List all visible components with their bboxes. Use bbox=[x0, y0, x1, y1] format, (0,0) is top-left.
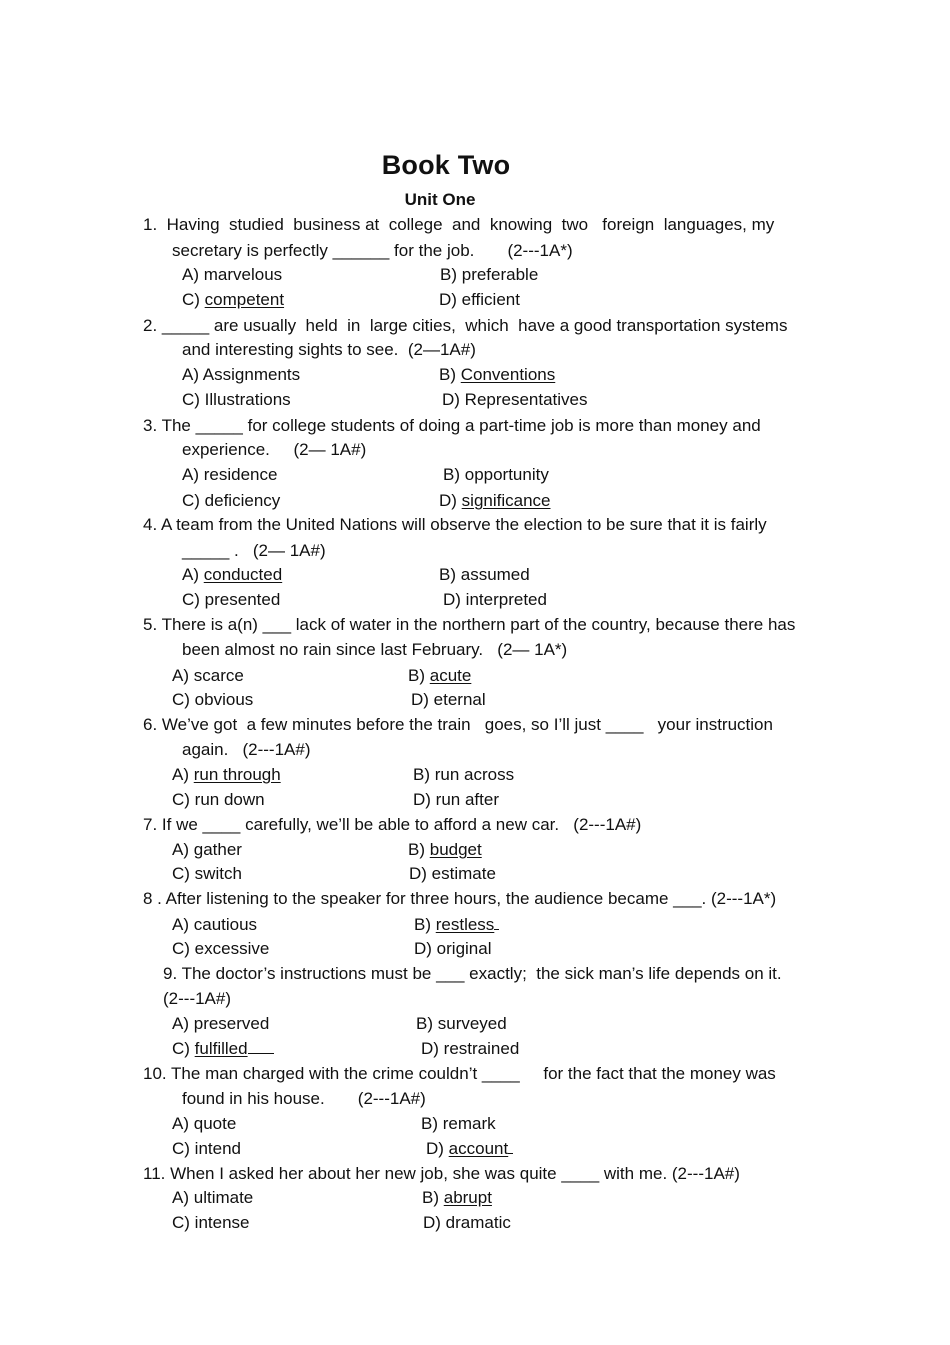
question-10-option-b: B) remark bbox=[421, 1114, 496, 1133]
question-8-option-b: B) restless bbox=[414, 915, 499, 935]
answer-mark: acute bbox=[429, 666, 472, 685]
question-10-option-c: C) intend bbox=[172, 1139, 241, 1158]
question-1-option-c: C) competent bbox=[182, 290, 285, 309]
answer-mark: run through bbox=[193, 765, 281, 784]
question-4-stem-cont: _____ . (2— 1A#) bbox=[182, 541, 326, 560]
unit-title: Unit One bbox=[404, 190, 476, 209]
answer-mark: budget bbox=[429, 840, 482, 859]
question-8-stem: 8 . After listening to the speaker for three hours, the audience became ___. (2---1A*) bbox=[143, 889, 777, 908]
question-6-option-b: B) run across bbox=[413, 765, 515, 784]
question-7-option-d: D) estimate bbox=[409, 864, 496, 883]
question-6-stem: 6. We’ve got a few minutes before the train goes, so I’ll just ____ your instruction bbox=[143, 715, 773, 734]
question-3-option-a: A) residence bbox=[182, 465, 278, 484]
question-9-option-d: D) restrained bbox=[421, 1039, 520, 1058]
question-2-option-c: C) Illustrations bbox=[182, 390, 291, 409]
question-8-option-d: D) original bbox=[414, 939, 492, 958]
answer-mark: restless bbox=[435, 915, 495, 934]
question-1-option-d: D) efficient bbox=[439, 290, 520, 309]
answer-mark: abrupt bbox=[443, 1188, 492, 1207]
question-7-option-a: A) gather bbox=[172, 840, 242, 859]
question-3-option-d: D) significance bbox=[439, 491, 551, 510]
question-9-option-c: C) fulfilled bbox=[172, 1039, 274, 1059]
question-10-stem: 10. The man charged with the crime couldn’t ____ for the fact that the money was bbox=[143, 1064, 776, 1083]
question-10-stem-cont: found in his house. (2---1A#) bbox=[182, 1089, 426, 1108]
question-2-stem: 2. _____ are usually held in large cities, which have a good transportation systems bbox=[143, 316, 788, 335]
question-5-option-a: A) scarce bbox=[172, 666, 244, 685]
question-1-option-b: B) preferable bbox=[440, 265, 539, 284]
question-4-option-a: A) conducted bbox=[182, 565, 283, 584]
question-2-option-d: D) Representatives bbox=[442, 390, 588, 409]
question-8-option-a: A) cautious bbox=[172, 915, 258, 934]
question-11-option-d: D) dramatic bbox=[423, 1213, 511, 1232]
question-9-option-b: B) surveyed bbox=[416, 1014, 507, 1033]
question-4-option-b: B) assumed bbox=[439, 565, 530, 584]
question-2-option-a: A) Assignments bbox=[182, 365, 301, 384]
question-5-option-b: B) acute bbox=[408, 666, 472, 685]
question-9-stem: 9. The doctor’s instructions must be ___ exactly; the sick man’s life depends on it. bbox=[163, 964, 782, 983]
question-11-option-c: C) intense bbox=[172, 1213, 250, 1232]
question-4-stem: 4. A team from the United Nations will observe the election to be sure that it is fairly bbox=[143, 515, 767, 534]
question-11-option-a: A) ultimate bbox=[172, 1188, 254, 1207]
question-1-stem: 1. Having studied business at college and knowing two foreign languages, my bbox=[143, 215, 775, 234]
question-7-option-b: B) budget bbox=[408, 840, 482, 859]
question-6-option-a: A) run through bbox=[172, 765, 281, 784]
question-9-option-a: A) preserved bbox=[172, 1014, 270, 1033]
question-5-option-d: D) eternal bbox=[411, 690, 486, 709]
question-3-stem-cont: experience. (2— 1A#) bbox=[182, 440, 367, 459]
question-5-stem: 5. There is a(n) ___ lack of water in the northern part of the country, because there has bbox=[143, 615, 796, 634]
answer-mark: competent bbox=[204, 290, 285, 309]
question-7-option-c: C) switch bbox=[172, 864, 242, 883]
answer-mark: fulfilled bbox=[194, 1039, 248, 1058]
answer-mark: Conventions bbox=[460, 365, 556, 384]
question-6-option-c: C) run down bbox=[172, 790, 265, 809]
question-1-option-a: A) marvelous bbox=[182, 265, 283, 284]
question-11-stem: 11. When I asked her about her new job, she was quite ____ with me. (2---1A#) bbox=[143, 1164, 740, 1183]
answer-mark: conducted bbox=[203, 565, 283, 584]
question-2-stem-cont: and interesting sights to see. (2—1A#) bbox=[182, 340, 476, 359]
question-11-option-b: B) abrupt bbox=[422, 1188, 492, 1207]
question-6-stem-cont: again. (2---1A#) bbox=[182, 740, 311, 759]
question-7-stem: 7. If we ____ carefully, we’ll be able to afford a new car. (2---1A#) bbox=[143, 815, 642, 834]
answer-mark: account bbox=[448, 1139, 509, 1158]
answer-mark: significance bbox=[461, 491, 551, 510]
question-6-option-d: D) run after bbox=[413, 790, 499, 809]
question-5-stem-cont: been almost no rain since last February. (2— 1A*) bbox=[182, 640, 568, 659]
question-10-option-d: D) account bbox=[426, 1139, 513, 1159]
question-3-stem: 3. The _____ for college students of doing a part-time job is more than money and bbox=[143, 416, 761, 435]
question-3-option-b: B) opportunity bbox=[443, 465, 549, 484]
question-1-stem-cont: secretary is perfectly ______ for the job. (2---1A*) bbox=[172, 241, 573, 260]
book-title: Book Two bbox=[381, 150, 511, 180]
question-9-stem-cont: (2---1A#) bbox=[163, 989, 232, 1008]
question-4-option-d: D) interpreted bbox=[443, 590, 547, 609]
question-3-option-c: C) deficiency bbox=[182, 491, 281, 510]
question-5-option-c: C) obvious bbox=[172, 690, 254, 709]
question-2-option-b: B) Conventions bbox=[439, 365, 556, 384]
question-8-option-c: C) excessive bbox=[172, 939, 270, 958]
question-4-option-c: C) presented bbox=[182, 590, 281, 609]
question-10-option-a: A) quote bbox=[172, 1114, 237, 1133]
